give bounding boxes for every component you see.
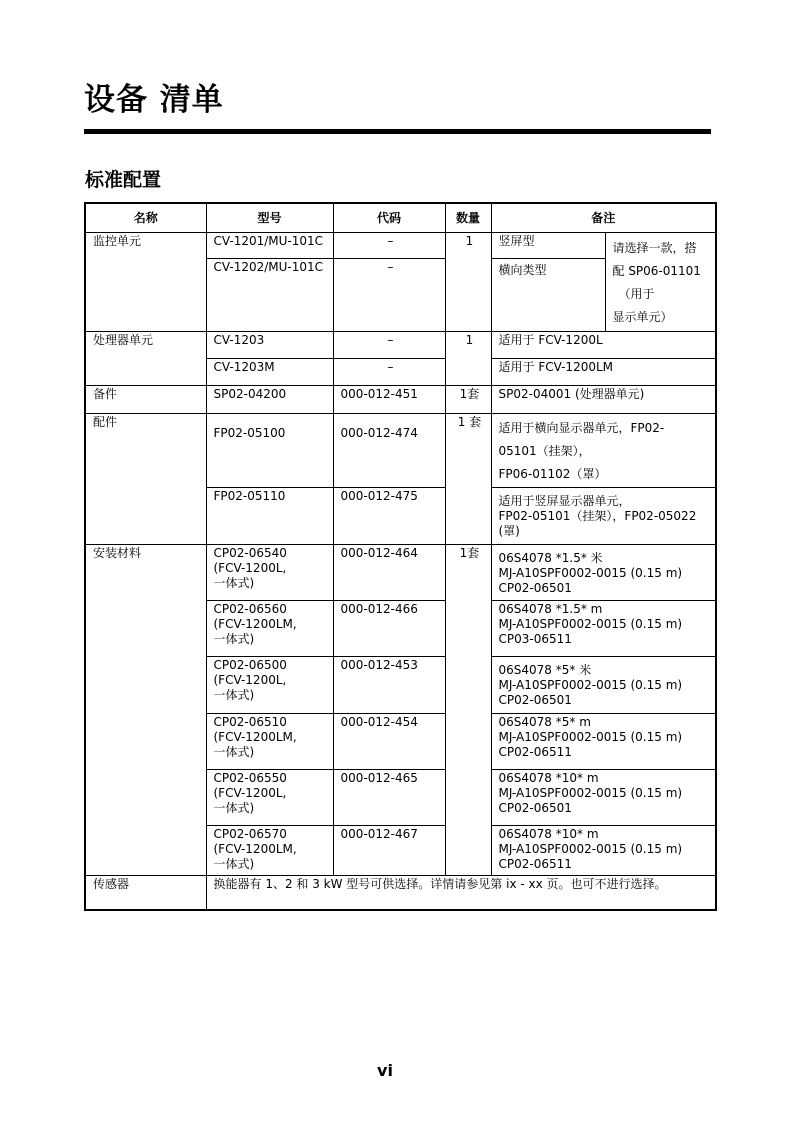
transducer-note: 换能器有 1、2 和 3 kW 型号可供选择。详情请参见第 ix - xx 页。也可不进行选择。 <box>206 876 716 910</box>
model-cell: CV-1201/MU-101C <box>206 233 333 259</box>
remark-cell <box>491 601 716 657</box>
section-heading: 标准配置 <box>85 169 162 191</box>
header-name: 名称 <box>85 203 206 233</box>
remark-cell <box>491 826 716 876</box>
code-cell: 000-012-464 <box>333 545 445 601</box>
table-row <box>85 332 716 359</box>
code-cell: 000-012-475 <box>333 488 445 545</box>
model-line: (FCV-1200L, <box>213 673 287 687</box>
remark-line: 06S4078 *5* 米 <box>498 663 592 677</box>
model-cell <box>206 770 333 826</box>
remark-cell <box>491 488 716 545</box>
remark-line: MJ-A10SPF0002-0015 (0.15 m) <box>498 786 683 800</box>
remark-cell: 适用于 FCV-1200L <box>491 332 716 359</box>
category-accessories: 配件 <box>85 414 206 545</box>
remark-cell <box>491 714 716 770</box>
remark-line: 06S4078 *5* m <box>498 715 591 729</box>
remark-line: MJ-A10SPF0002-0015 (0.15 m) <box>498 730 683 744</box>
code-cell: – <box>333 332 445 359</box>
model-line: CP02-06510 <box>213 715 287 729</box>
note-line: 显示单元） <box>612 310 673 324</box>
table-row <box>85 386 716 414</box>
remark-cell <box>491 770 716 826</box>
model-line: (FCV-1200LM, <box>213 617 297 631</box>
remark-note-cell <box>605 233 716 332</box>
remark-line: 06S4078 *1.5* 米 <box>498 551 603 565</box>
model-cell: FP02-05110 <box>206 488 333 545</box>
remark-line: CP03-06511 <box>498 632 572 646</box>
qty-cell: 1 套 <box>445 414 491 545</box>
remark-cell: SP02-04001 (处理器单元) <box>491 386 716 414</box>
remark-line: 06S4078 *1.5* m <box>498 602 603 616</box>
remark-line: CP02-06511 <box>498 745 572 759</box>
remark-line: MJ-A10SPF0002-0015 (0.15 m) <box>498 617 683 631</box>
model-cell <box>206 601 333 657</box>
page-title: 设备 清单 <box>84 82 224 118</box>
qty-cell: 1 <box>445 332 491 386</box>
code-cell: 000-012-454 <box>333 714 445 770</box>
remark-line: 适用于横向显示器单元，FP02- <box>498 421 665 435</box>
model-line: 一体式) <box>213 576 255 590</box>
remark-line: MJ-A10SPF0002-0015 (0.15 m) <box>498 566 683 580</box>
remark-line: 05101（挂架）， <box>498 444 591 458</box>
qty-cell: 1套 <box>445 545 491 876</box>
remark-line: MJ-A10SPF0002-0015 (0.15 m) <box>498 678 683 692</box>
page-number: vi <box>377 1061 393 1080</box>
remark-line: CP02-06501 <box>498 693 572 707</box>
model-cell <box>206 826 333 876</box>
model-line: (FCV-1200L, <box>213 786 287 800</box>
remark-line: 06S4078 *10* m <box>498 771 599 785</box>
category-installation: 安装材料 <box>85 545 206 876</box>
model-cell: SP02-04200 <box>206 386 333 414</box>
remark-line: MJ-A10SPF0002-0015 (0.15 m) <box>498 842 683 856</box>
model-cell: CV-1203M <box>206 359 333 386</box>
code-cell: – <box>333 259 445 332</box>
code-cell: – <box>333 359 445 386</box>
model-line: (FCV-1200L, <box>213 561 287 575</box>
remark-line: CP02-06501 <box>498 581 572 595</box>
model-line: CP02-06560 <box>213 602 287 616</box>
model-cell: CV-1202/MU-101C <box>206 259 333 332</box>
note-line: 请选择一款，搭 <box>612 241 697 255</box>
table-row <box>85 414 716 488</box>
header-remarks: 备注 <box>491 203 716 233</box>
code-cell: – <box>333 233 445 259</box>
model-line: (FCV-1200LM, <box>213 730 297 744</box>
model-line: 一体式) <box>213 688 255 702</box>
remark-cell <box>491 545 716 601</box>
code-cell: 000-012-467 <box>333 826 445 876</box>
remark-type-cell: 竖屏型 <box>491 233 605 259</box>
header-code: 代码 <box>333 203 445 233</box>
code-cell: 000-012-451 <box>333 386 445 414</box>
category-monitor: 监控单元 <box>85 233 206 332</box>
code-cell: 000-012-474 <box>333 414 445 488</box>
qty-cell: 1套 <box>445 386 491 414</box>
remark-line: FP06-01102（罩） <box>498 467 607 481</box>
code-cell: 000-012-465 <box>333 770 445 826</box>
remark-line: 06S4078 *10* m <box>498 827 599 841</box>
model-line: 一体式) <box>213 632 255 646</box>
model-line: 一体式) <box>213 745 255 759</box>
remark-cell <box>491 657 716 714</box>
equipment-table <box>84 202 717 911</box>
remark-cell <box>491 414 716 488</box>
remark-line: CP02-06501 <box>498 801 572 815</box>
code-cell: 000-012-453 <box>333 657 445 714</box>
model-cell: CV-1203 <box>206 332 333 359</box>
table-row <box>85 233 716 259</box>
table-row <box>85 876 716 910</box>
header-model: 型号 <box>206 203 333 233</box>
category-transducer: 传感器 <box>85 876 206 910</box>
model-cell <box>206 545 333 601</box>
remark-line: (罩) <box>498 524 520 538</box>
model-line: (FCV-1200LM, <box>213 842 297 856</box>
remark-type-cell: 横向类型 <box>491 259 605 332</box>
remark-cell: 适用于 FCV-1200LM <box>491 359 716 386</box>
model-line: CP02-06500 <box>213 658 287 672</box>
model-line: CP02-06550 <box>213 771 287 785</box>
remark-line: FP02-05101（挂架），FP02-05022 <box>498 509 697 523</box>
model-line: 一体式) <box>213 801 255 815</box>
header-qty: 数量 <box>445 203 491 233</box>
note-line: 配 SP06-01101 <box>612 264 701 278</box>
remark-line: 适用于竖屏显示器单元， <box>498 494 631 508</box>
table-header-row <box>85 203 716 233</box>
code-cell: 000-012-466 <box>333 601 445 657</box>
model-line: CP02-06540 <box>213 546 287 560</box>
table-row <box>85 545 716 601</box>
note-line: （用于 <box>618 287 655 301</box>
model-cell <box>206 714 333 770</box>
remark-line: CP02-06511 <box>498 857 572 871</box>
model-cell <box>206 657 333 714</box>
model-line: 一体式) <box>213 857 255 871</box>
model-line: CP02-06570 <box>213 827 287 841</box>
title-rule <box>84 129 711 134</box>
model-cell: FP02-05100 <box>206 414 333 488</box>
qty-cell: 1 <box>445 233 491 332</box>
category-spare: 备件 <box>85 386 206 414</box>
category-processor: 处理器单元 <box>85 332 206 386</box>
